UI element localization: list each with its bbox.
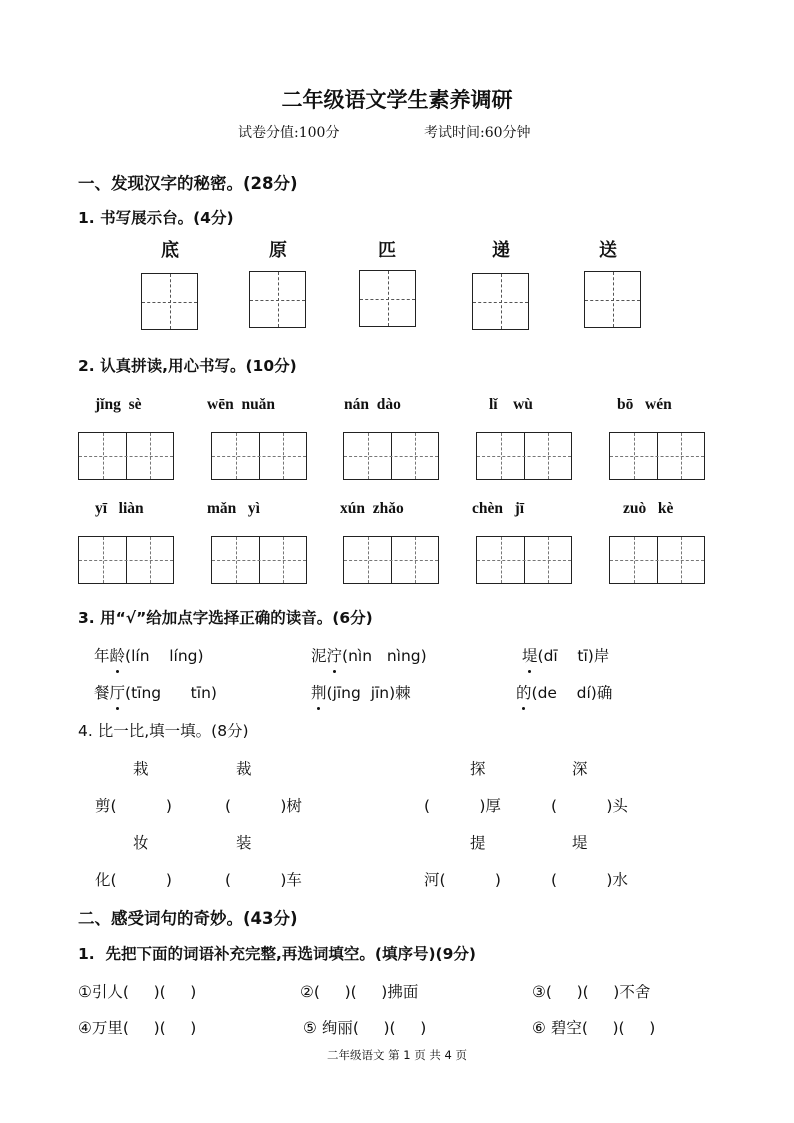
reading-item[interactable] (522, 644, 609, 666)
word-fill-item[interactable]: ③( )( )不舍 (532, 983, 651, 1001)
fill-blank[interactable]: 化( ) (95, 871, 172, 889)
dotted-char: 荆 (311, 681, 327, 703)
page-footer: 二年级语文 第 1 页 共 4 页 (326, 1048, 468, 1062)
compare-char: 堤 (572, 834, 588, 852)
pinyin-writing-grid[interactable] (211, 432, 307, 480)
dotted-char: 泞 (327, 644, 343, 666)
word-fill-item[interactable]: ⑤ 绚丽( )( ) (303, 1019, 427, 1037)
pinyin-label: xún zhǎo (340, 500, 404, 517)
dotted-char: 龄 (110, 644, 126, 666)
writing-grid[interactable] (249, 271, 306, 328)
pinyin-label: nán dào (344, 396, 401, 413)
fill-blank[interactable]: ( )水 (551, 871, 628, 889)
compare-char: 探 (470, 760, 486, 778)
pinyin-label: yī liàn (95, 500, 144, 517)
pinyin-writing-grid[interactable] (343, 536, 439, 584)
pinyin-label: bō wén (617, 396, 672, 413)
pinyin-writing-grid[interactable] (609, 432, 705, 480)
word-fill-item[interactable]: ④万里( )( ) (78, 1019, 197, 1037)
pinyin-label: mǎn yì (207, 500, 260, 517)
word-fill-item[interactable]: ②( )( )拂面 (300, 983, 419, 1001)
time-info: 考试时间:60分钟 (424, 125, 531, 141)
score-info: 试卷分值:100分 (238, 125, 340, 141)
section-2-heading: 二、感受词句的奇妙。(43分) (78, 909, 298, 928)
question-2-heading: 2. 认真拼读,用心书写。(10分) (78, 357, 297, 375)
pinyin-label: lǐ wù (489, 396, 533, 413)
pronunciation-options: (jīng jīn)棘 (326, 684, 411, 702)
pronunciation-options: (tīng tīn) (125, 684, 217, 702)
pinyin-label: zuò kè (623, 500, 674, 517)
pronunciation-options: (lín líng) (125, 647, 204, 665)
pinyin-writing-grid[interactable] (609, 536, 705, 584)
fill-blank[interactable]: ( )树 (225, 797, 302, 815)
word-fill-item[interactable]: ①引人( )( ) (78, 983, 197, 1001)
dotted-char: 的 (516, 681, 532, 703)
section-2-question-1-heading: 1. 先把下面的词语补充完整,再选词填空。(填序号)(9分) (78, 945, 476, 963)
compare-char: 栽 (133, 760, 149, 778)
pronunciation-options: (de dí)确 (531, 684, 613, 702)
pinyin-writing-grid[interactable] (78, 536, 174, 584)
compare-char: 裁 (236, 760, 252, 778)
question-3-heading: 3. 用“√”给加点字选择正确的读音。(6分) (78, 609, 373, 627)
writing-grid[interactable] (472, 273, 529, 330)
char-label: 递 (492, 240, 510, 261)
reading-item[interactable] (311, 681, 411, 703)
compare-char: 提 (470, 834, 486, 852)
pinyin-writing-grid[interactable] (78, 432, 174, 480)
reading-item[interactable] (311, 644, 427, 666)
pinyin-label: wēn nuǎn (207, 396, 276, 413)
char-label: 底 (161, 240, 179, 261)
fill-blank[interactable]: ( )车 (225, 871, 302, 889)
dotted-char: 堤 (522, 644, 538, 666)
word-fill-item[interactable]: ⑥ 碧空( )( ) (532, 1019, 656, 1037)
pronunciation-options: (dī tī)岸 (537, 647, 610, 665)
pinyin-writing-grid[interactable] (343, 432, 439, 480)
pinyin-writing-grid[interactable] (476, 432, 572, 480)
writing-grid[interactable] (141, 273, 198, 330)
pinyin-writing-grid[interactable] (211, 536, 307, 584)
writing-grid[interactable] (359, 270, 416, 327)
fill-blank[interactable]: 剪( ) (95, 797, 172, 815)
pinyin-label: jǐng sè (95, 396, 142, 413)
fill-blank[interactable]: 河( ) (424, 871, 501, 889)
pinyin-writing-grid[interactable] (476, 536, 572, 584)
compare-char: 装 (236, 834, 252, 852)
page-title: 二年级语文学生素养调研 (281, 88, 513, 112)
item-prefix: 年 (94, 647, 110, 665)
reading-item[interactable] (516, 681, 612, 703)
question-4-heading: 4. 比一比,填一填。(8分) (78, 722, 249, 740)
char-label: 原 (269, 240, 287, 261)
char-label: 送 (599, 240, 617, 261)
fill-blank[interactable]: ( )头 (551, 797, 628, 815)
compare-char: 深 (572, 760, 588, 778)
item-prefix: 泥 (311, 647, 327, 665)
question-1-heading: 1. 书写展示台。(4分) (78, 209, 234, 227)
writing-grid[interactable] (584, 271, 641, 328)
item-prefix: 餐 (94, 684, 110, 702)
fill-blank[interactable]: ( )厚 (424, 797, 501, 815)
section-1-heading: 一、发现汉字的秘密。(28分) (78, 174, 298, 193)
char-label: 匹 (378, 240, 396, 261)
pinyin-label: chèn jī (472, 500, 525, 517)
reading-item[interactable] (94, 644, 204, 666)
dotted-char: 厅 (110, 681, 126, 703)
reading-item[interactable] (94, 681, 217, 703)
pronunciation-options: (nìn nìng) (342, 647, 427, 665)
compare-char: 妆 (133, 834, 149, 852)
